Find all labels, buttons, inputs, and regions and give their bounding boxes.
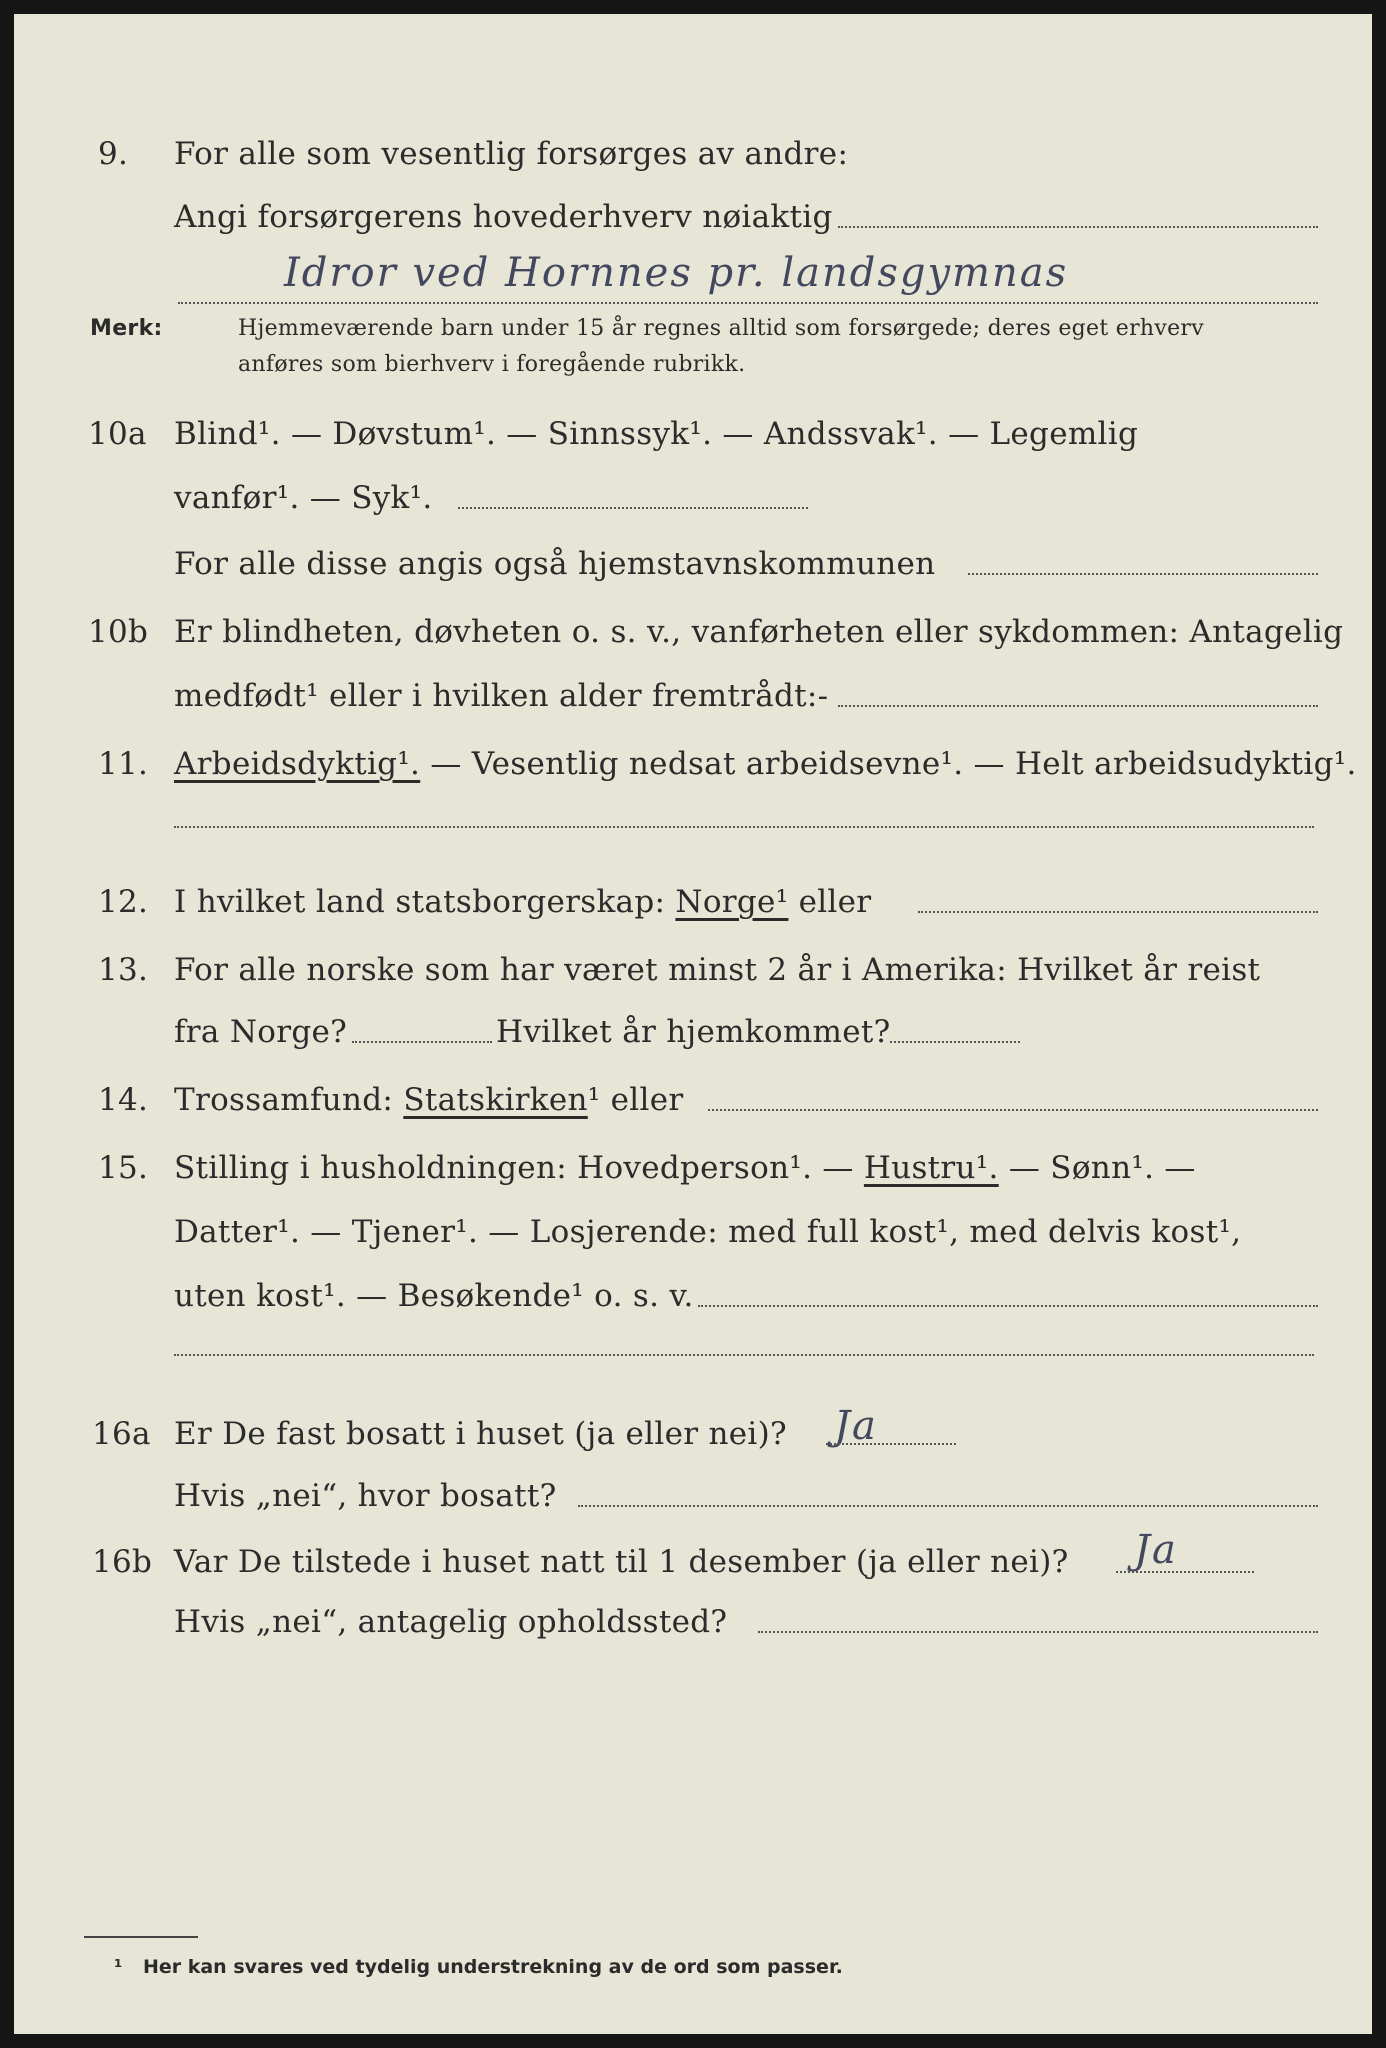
q14-underlined-option: Statskirken <box>403 1082 588 1118</box>
q15-extra-dots <box>174 1354 1314 1356</box>
q10a-text-2: vanfør¹. — Syk¹. <box>174 480 433 516</box>
q13-text-2a: fra Norge? <box>174 1014 348 1050</box>
q9-number: 9. <box>98 136 129 172</box>
q14-question: Trossamfund: <box>174 1082 404 1118</box>
q13-dots-2 <box>890 1040 1020 1043</box>
q14-number: 14. <box>98 1082 149 1118</box>
footnote-marker: ¹ <box>114 1956 123 1978</box>
q15-number: 15. <box>98 1150 149 1186</box>
q14-text <box>174 1080 684 1120</box>
q10a-text-3: For alle disse angis også hjemstavnskommunen <box>174 546 936 582</box>
q13-text-2b: Hvilket år hjemkommet? <box>496 1014 891 1050</box>
q14-rest: ¹ eller <box>587 1082 684 1118</box>
footnote-rule <box>84 1936 198 1938</box>
q12-number: 12. <box>98 884 149 920</box>
q15-text-1 <box>174 1148 1196 1188</box>
footnote <box>114 1956 843 1978</box>
merk-text-2: anføres som bierhverv i foregående rubrikk. <box>238 352 746 377</box>
merk-label: Merk: <box>90 316 163 341</box>
q12-dots <box>918 910 1318 913</box>
q16b-dots <box>1116 1570 1254 1573</box>
q15-text-1b: — Sønn¹. — <box>998 1150 1196 1186</box>
q10a-text-1: Blind¹. — Døvstum¹. — Sinnssyk¹. — Andssvak¹. — Legemlig <box>174 416 1139 452</box>
q16b-number: 16b <box>92 1544 153 1580</box>
q12-question: I hvilket land statsborgerskap: <box>174 884 676 920</box>
q10b-line-2-dots <box>838 704 1318 707</box>
q11-number: 11. <box>98 746 149 782</box>
q13-dots-1 <box>352 1040 492 1043</box>
q16a-number: 16a <box>92 1416 151 1452</box>
q16a-line-2-dots <box>578 1504 1318 1507</box>
q11-extra-dots <box>174 826 1314 828</box>
q13-text-1: For alle norske som har været minst 2 år i Amerika: Hvilket år reist <box>174 952 1261 988</box>
q12-text <box>174 882 871 922</box>
q16a-dots <box>826 1442 956 1445</box>
q16b-handwritten-answer: Ja <box>1134 1527 1178 1573</box>
q9-sub-dots <box>838 225 1318 228</box>
q10a-line-2-dots <box>458 506 808 509</box>
q11-text <box>174 744 1357 784</box>
footnote-text: Her kan svares ved tydelig understrekning av de ord som passer. <box>142 1956 843 1978</box>
q9-handwritten-answer: Idror ved Hornnes pr. landsgymnas <box>284 250 1069 296</box>
q10b-text-2: medfødt¹ eller i hvilken alder fremtrådt:- <box>174 678 829 714</box>
q11-rest: — Vesentlig nedsat arbeidsevne¹. — Helt arbeidsudyktig¹. <box>420 746 1357 782</box>
q15-line-3-dots <box>698 1304 1318 1307</box>
q9-sub-text: Angi forsørgerens hovederhverv nøiaktig <box>174 199 833 235</box>
q16a-text-2: Hvis „nei“, hvor bosatt? <box>174 1478 557 1514</box>
q10a-line-3-dots <box>968 572 1318 575</box>
q12-rest: eller <box>788 884 872 920</box>
q14-dots <box>708 1108 1318 1111</box>
merk-text-1: Hjemmeværende barn under 15 år regnes alltid som forsørgede; deres eget erhverv <box>238 316 1204 341</box>
q15-underlined-option: Hustru¹. <box>863 1150 999 1186</box>
q16a-handwritten-answer: Ja <box>834 1403 878 1449</box>
q10b-number: 10b <box>88 614 149 650</box>
q16b-line-2-dots <box>758 1630 1318 1633</box>
q10b-text-1: Er blindheten, døvheten o. s. v., vanførheten eller sykdommen: Antagelig <box>174 614 1344 650</box>
q15-text-3: uten kost¹. — Besøkende¹ o. s. v. <box>174 1278 694 1314</box>
q16b-text-2: Hvis „nei“, antagelig opholdssted? <box>174 1604 728 1640</box>
q16b-text-1: Var De tilstede i huset natt til 1 desember (ja eller nei)? <box>174 1544 1069 1580</box>
q15-text-2: Datter¹. — Tjener¹. — Losjerende: med full kost¹, med delvis kost¹, <box>174 1214 1242 1250</box>
q9-answer-dots <box>178 301 1318 304</box>
q15-text-1a: Stilling i husholdningen: Hovedperson¹. — <box>174 1150 864 1186</box>
q12-underlined-option: Norge¹ <box>675 884 789 920</box>
q9-text: For alle som vesentlig forsørges av andre: <box>174 136 849 172</box>
census-form-page <box>14 14 1372 2034</box>
q10a-number: 10a <box>88 416 147 452</box>
q13-number: 13. <box>98 952 149 988</box>
q11-underlined-option: Arbeidsdyktig¹. <box>174 746 421 782</box>
q16a-text-1: Er De fast bosatt i huset (ja eller nei)? <box>174 1416 787 1452</box>
